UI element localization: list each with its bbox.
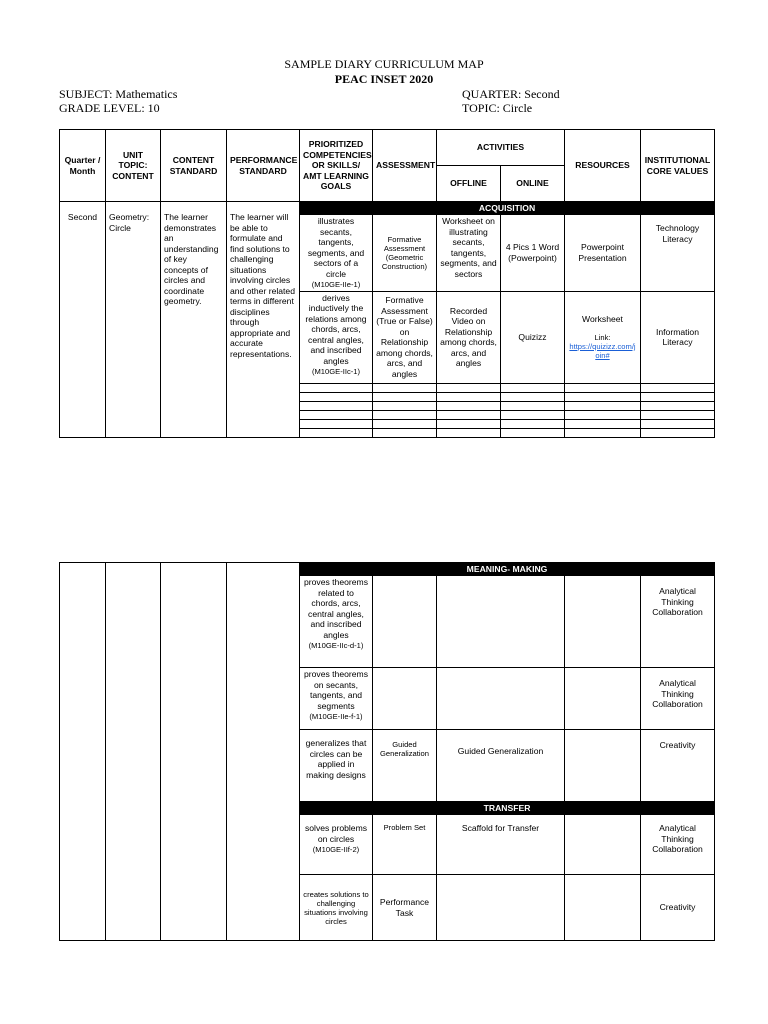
competency-code: (M10GE-IIe-f-1)	[309, 712, 363, 721]
activities-cell: Scaffold for Transfer	[437, 815, 565, 875]
core-values-cell: Creativity	[641, 875, 715, 941]
assessment-cell	[373, 576, 437, 668]
competency-code: (M10GE-IIe-1)	[311, 280, 361, 289]
cell-quarter-empty	[60, 563, 106, 941]
core-values-cell: Creativity	[641, 730, 715, 802]
competency-cell: creates solutions to challenging situations involving circles	[300, 875, 373, 941]
competency-cell	[300, 291, 373, 383]
competency-cell	[300, 668, 373, 730]
col-header-unit: UNIT TOPIC: CONTENT	[106, 130, 161, 202]
cell-quarter: Second	[60, 202, 106, 438]
resources-cell	[565, 730, 641, 802]
resources-text: Worksheet	[582, 314, 623, 325]
core-values-cell: Analytical Thinking Collaboration	[641, 576, 715, 668]
quizizz-link[interactable]: https://quizizz.com/join#	[569, 341, 636, 360]
competency-cell: generalizes that circles can be applied in making designs	[300, 730, 373, 802]
activities-cell	[437, 875, 565, 941]
competency-cell	[300, 815, 373, 875]
assessment-cell	[373, 668, 437, 730]
col-header-online: ONLINE	[501, 166, 565, 202]
resources-cell: Powerpoint Presentation	[565, 215, 641, 292]
online-cell: Quizizz	[501, 291, 565, 383]
cell-unit-topic: Geometry: Circle	[106, 202, 161, 438]
band-meaning-making: MEANING- MAKING	[300, 563, 715, 576]
competency-cell	[300, 576, 373, 668]
resources-cell	[565, 815, 641, 875]
curriculum-table-meaning-transfer	[59, 562, 715, 941]
col-header-core-values: INSTITUTIONAL CORE VALUES	[641, 130, 715, 202]
offline-cell: Recorded Video on Relationship among chords, arcs, and angles	[437, 291, 501, 383]
assessment-cell: Performance Task	[373, 875, 437, 941]
resources-link-label: Link:	[594, 332, 611, 342]
cell-performance-standard: The learner will be able to formulate and find solutions to challenging situations involving circles and other related terms in different disciplines through appropriate and accurate representations.	[227, 202, 300, 438]
col-header-assessment: ASSESSMENT	[373, 130, 437, 202]
core-values-cell: Analytical Thinking Collaboration	[641, 815, 715, 875]
col-header-competencies: PRIORITIZED COMPETENCIES OR SKILLS/ AMT LEARNING GOALS	[300, 130, 373, 202]
competency-code: (M10GE-IIc-1)	[311, 367, 361, 376]
col-header-offline: OFFLINE	[437, 166, 501, 202]
subject-label: SUBJECT: Mathematics	[59, 87, 178, 101]
col-header-content-standard: CONTENT STANDARD	[161, 130, 227, 202]
document-title: SAMPLE DIARY CURRICULUM MAP	[284, 57, 484, 71]
resources-cell	[565, 668, 641, 730]
competency-text: proves theorems related to chords, arcs, central angles, and inscribed angles	[303, 577, 368, 640]
cell-performance-empty	[227, 563, 300, 941]
assessment-cell: Guided Generalization	[373, 730, 437, 802]
activities-cell	[437, 576, 565, 668]
competency-text: illustrates secants, tangents, segments, and sectors of a circle	[307, 216, 365, 279]
assessment-cell: Problem Set	[373, 815, 437, 875]
col-header-performance-standard: PERFORMANCE STANDARD	[227, 130, 300, 202]
competency-code: (M10GE-IIf-2)	[312, 845, 360, 854]
document-subtitle: PEAC INSET 2020	[334, 72, 434, 86]
competency-cell	[300, 215, 373, 292]
resources-cell	[565, 291, 641, 383]
core-values-cell: Information Literacy	[641, 291, 715, 383]
activities-cell	[437, 668, 565, 730]
online-cell: 4 Pics 1 Word (Powerpoint)	[501, 215, 565, 292]
cell-unit-empty	[106, 563, 161, 941]
col-header-activities: ACTIVITIES	[437, 130, 565, 166]
curriculum-table-acquisition	[59, 129, 715, 438]
assessment-cell: Formative Assessment (Geometric Construction)	[373, 215, 437, 292]
competency-text: derives inductively the relations among chords, arcs, central angles, and inscribed angles	[305, 292, 367, 366]
competency-text: proves theorems on secants, tangents, and segments	[303, 669, 368, 711]
competency-code: (M10GE-IIc-d-1)	[308, 641, 364, 650]
offline-cell: Worksheet on illustrating secants, tangents, segments, and sectors	[437, 215, 501, 292]
cell-content-standard: The learner demonstrates an understanding of key concepts of circles and coordinate geometry.	[161, 202, 227, 438]
col-header-resources: RESOURCES	[565, 130, 641, 202]
topic-label: TOPIC: Circle	[462, 101, 533, 115]
quarter-label: QUARTER: Second	[462, 87, 560, 101]
cell-content-empty	[161, 563, 227, 941]
core-values-cell: Technology Literacy	[641, 215, 715, 292]
competency-text: solves problems on circles	[304, 823, 368, 844]
assessment-cell: Formative Assessment (True or False) on Relationship among chords, arcs, and angles	[373, 291, 437, 383]
col-header-quarter: Quarter / Month	[60, 130, 106, 202]
resources-cell	[565, 875, 641, 941]
band-acquisition: ACQUISITION	[300, 202, 715, 215]
resources-cell	[565, 576, 641, 668]
grade-level-label: GRADE LEVEL: 10	[59, 101, 160, 115]
activities-cell: Guided Generalization	[437, 730, 565, 802]
band-transfer: TRANSFER	[300, 802, 715, 815]
core-values-cell: Analytical Thinking Collaboration	[641, 668, 715, 730]
